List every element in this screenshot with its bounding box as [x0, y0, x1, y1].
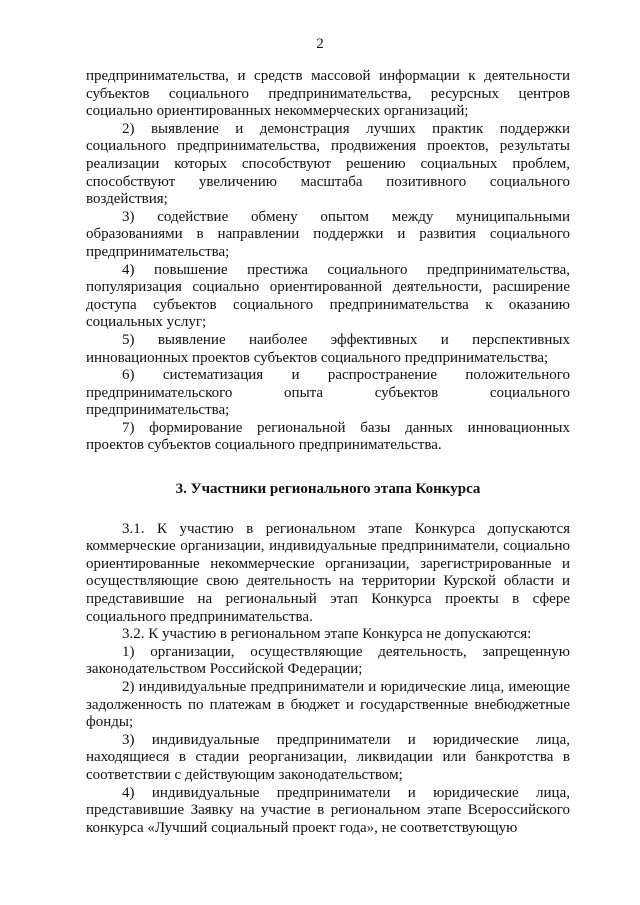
section-heading: 3. Участники регионального этапа Конкурса	[175, 481, 481, 498]
page-number: 2	[316, 36, 324, 52]
list-item-5: 5) выявление наиболее эффективных и перспективных инновационных проектов субъектов социального предпринимательства;	[86, 331, 570, 366]
list-item-4: 4) повышение престижа социального предпринимательства, популяризация социально ориентированной деятельности, расширение доступа субъектов социального предпринимательства к оказанию социальных услуг;	[86, 261, 570, 331]
paragraph-continuation: предпринимательства, и средств массовой информации к деятельности субъектов социального предпринимательства, ресурсных центров социально ориентированных некоммерческих организаций;	[86, 68, 570, 120]
list-item-2: 2) выявление и демонстрация лучших практик поддержки социального предпринимательства, продвижения проектов, результаты реализации которых способствуют решению социальных проблем, способствуют увеличению масштаба позитивного социального воздействия;	[86, 120, 570, 208]
document-body	[86, 68, 570, 837]
list-item-3: 3) содействие обмену опытом между муниципальными образованиями в направлении поддержки и развития социального предпринимательства;	[86, 208, 570, 260]
list-item-7: 7) формирование региональной базы данных инновационных проектов субъектов социального предпринимательства.	[86, 419, 570, 454]
clause-3-1: 3.1. К участию в региональном этапе Конкурса допускаются коммерческие организации, индивидуальные предприниматели, социально ориентированные некоммерческие организации, зарегистрированные и осуществляющие свою деятельность на территории Курской области и представившие на региональный этап Конкурса проекты в сфере социального предпринимательства.	[86, 520, 570, 625]
exclusion-item-3: 3) индивидуальные предприниматели и юридические лица, находящиеся в стадии реорганизации, ликвидации или банкротства в соответствии с действующим законодательством;	[86, 731, 570, 783]
exclusion-item-1: 1) организации, осуществляющие деятельность, запрещенную законодательством Российской Федерации;	[86, 643, 570, 678]
exclusion-item-2: 2) индивидуальные предприниматели и юридические лица, имеющие задолженность по платежам в бюджет и государственные внебюджетные фонды;	[86, 679, 570, 731]
clause-3-2: 3.2. К участию в региональном этапе Конкурса не допускаются:	[122, 626, 532, 643]
exclusion-item-4: 4) индивидуальные предприниматели и юридические лица, представившие Заявку на участие в региональном этапе Всероссийского конкурса «Лучший социальный проект года», не соответствующую	[86, 784, 570, 836]
list-item-6: 6) систематизация и распространение положительного предпринимательского опыта субъектов социального предпринимательства;	[86, 367, 570, 419]
